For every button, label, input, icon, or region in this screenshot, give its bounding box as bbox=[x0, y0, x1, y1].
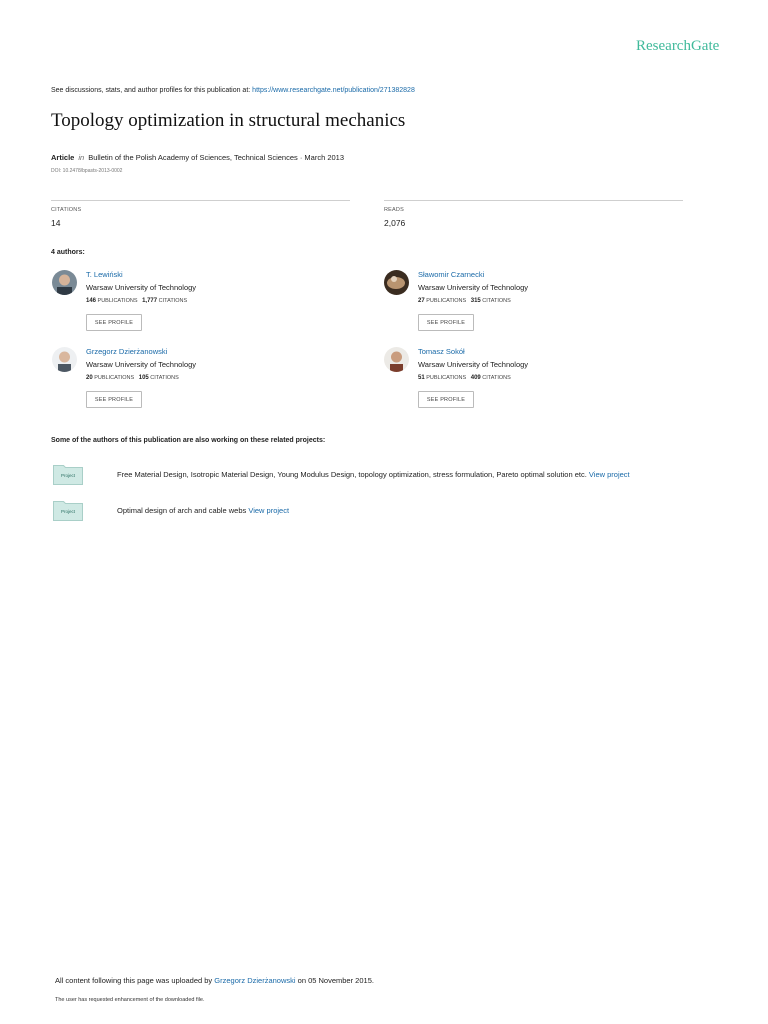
citations-value: 14 bbox=[51, 218, 61, 228]
author-avatar[interactable] bbox=[384, 347, 409, 372]
journal-info: Bulletin of the Polish Academy of Sciences, Technical Sciences · March 2013 bbox=[88, 153, 345, 162]
project-folder-icon[interactable] bbox=[53, 499, 83, 521]
project-icon-label: Project bbox=[60, 509, 75, 514]
citations-label: CITATIONS bbox=[150, 375, 179, 381]
reads-label: READS bbox=[384, 207, 404, 213]
author-avatar[interactable] bbox=[384, 270, 409, 295]
discussion-line bbox=[51, 87, 415, 94]
author-affiliation: Warsaw University of Technology bbox=[86, 360, 197, 369]
author-card bbox=[384, 347, 664, 417]
divider bbox=[51, 200, 350, 201]
related-projects-heading: Some of the authors of this publication are also working on these related projects: bbox=[51, 437, 326, 444]
authors-heading: 4 authors: bbox=[51, 249, 85, 256]
author-stats bbox=[418, 298, 511, 304]
publication-url-link[interactable]: https://www.researchgate.net/publication/271382828 bbox=[252, 87, 415, 94]
author-name-link[interactable]: T. Lewiński bbox=[86, 270, 123, 279]
upload-prefix: All content following this page was uploaded by bbox=[55, 976, 215, 985]
author-name-link[interactable]: Sławomir Czarnecki bbox=[418, 270, 485, 279]
project-title: Optimal design of arch and cable webs bbox=[117, 506, 249, 515]
author-stats bbox=[86, 298, 187, 304]
author-name-link[interactable]: Grzegorz Dzierżanowski bbox=[86, 347, 168, 356]
publications-count: 146 bbox=[86, 298, 97, 304]
author-name-link[interactable]: Tomasz Sokół bbox=[418, 347, 465, 356]
author-stats bbox=[86, 375, 179, 381]
publications-count: 27 bbox=[418, 298, 425, 304]
citations-label: CITATIONS bbox=[482, 375, 511, 381]
divider bbox=[384, 200, 683, 201]
discussion-text: See discussions, stats, and author profiles for this publication at: bbox=[51, 87, 253, 94]
view-project-link[interactable]: View project bbox=[248, 506, 290, 515]
project-title: Free Material Design, Isotropic Material Design, Young Modulus Design, topology optimization, stress formulation, Pareto optimal solution etc. bbox=[117, 470, 589, 479]
author-stats bbox=[418, 375, 511, 381]
enhancement-note: The user has requested enhancement of the downloaded file. bbox=[55, 997, 205, 1003]
upload-notice bbox=[55, 976, 374, 985]
project-description bbox=[117, 470, 630, 479]
project-description bbox=[117, 506, 289, 515]
publications-label: PUBLICATIONS bbox=[94, 375, 135, 381]
upload-suffix: on 05 November 2015. bbox=[295, 976, 374, 985]
author-avatar[interactable] bbox=[52, 347, 77, 372]
citations-label: CITATIONS bbox=[482, 298, 511, 304]
author-affiliation: Warsaw University of Technology bbox=[418, 360, 529, 369]
reads-value: 2,076 bbox=[384, 218, 406, 228]
publications-label: PUBLICATIONS bbox=[97, 298, 138, 304]
citations-label: CITATIONS bbox=[51, 207, 82, 213]
project-icon-label: Project bbox=[60, 473, 75, 478]
author-affiliation: Warsaw University of Technology bbox=[86, 283, 197, 292]
doi: DOI: 10.2478/bpasts-2013-0002 bbox=[51, 168, 123, 174]
project-folder-icon[interactable] bbox=[53, 463, 83, 485]
uploader-link[interactable]: Grzegorz Dzierżanowski bbox=[214, 976, 296, 985]
citations-count: 105 bbox=[138, 375, 149, 381]
publications-count: 51 bbox=[418, 375, 425, 381]
publication-meta bbox=[51, 153, 344, 162]
see-profile-button[interactable]: SEE PROFILE bbox=[86, 391, 142, 408]
publications-label: PUBLICATIONS bbox=[426, 375, 467, 381]
author-avatar[interactable] bbox=[52, 270, 77, 295]
citations-count: 1,777 bbox=[142, 298, 158, 304]
in-label: in bbox=[78, 153, 85, 162]
researchgate-logo[interactable]: ResearchGate bbox=[636, 38, 720, 54]
see-profile-button[interactable]: SEE PROFILE bbox=[86, 314, 142, 331]
publications-count: 20 bbox=[86, 375, 93, 381]
view-project-link[interactable]: View project bbox=[588, 470, 630, 479]
author-card bbox=[52, 270, 332, 340]
author-affiliation: Warsaw University of Technology bbox=[418, 283, 529, 292]
citations-count: 315 bbox=[470, 298, 481, 304]
author-card bbox=[52, 347, 332, 417]
citations-count: 409 bbox=[470, 375, 481, 381]
publication-type: Article bbox=[51, 153, 75, 162]
publication-title: Topology optimization in structural mechanics bbox=[51, 110, 406, 131]
citations-label: CITATIONS bbox=[158, 298, 188, 304]
see-profile-button[interactable]: SEE PROFILE bbox=[418, 314, 474, 331]
see-profile-button[interactable]: SEE PROFILE bbox=[418, 391, 474, 408]
author-card bbox=[384, 270, 664, 340]
publications-label: PUBLICATIONS bbox=[426, 298, 467, 304]
